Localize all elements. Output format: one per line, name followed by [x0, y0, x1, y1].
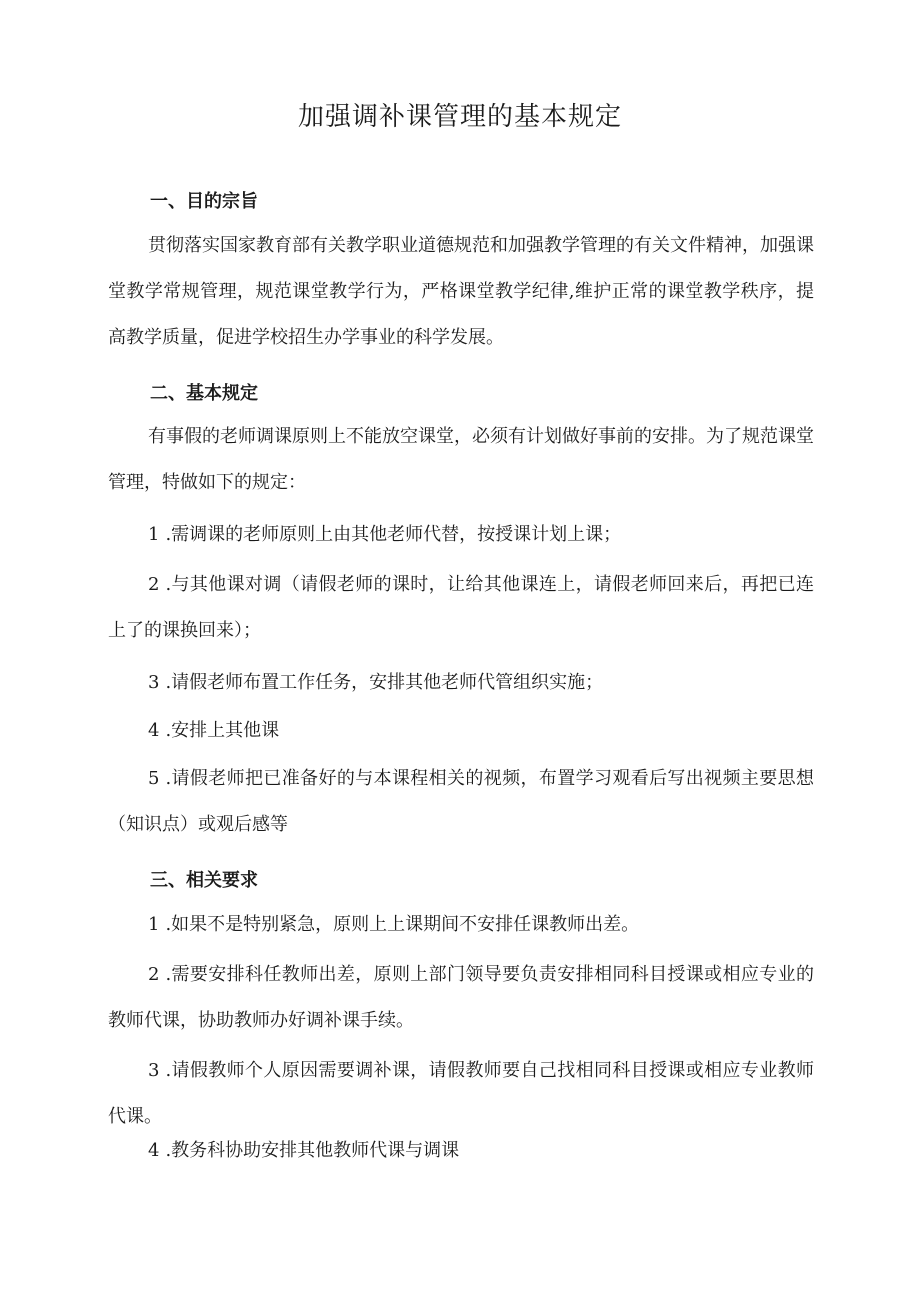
- list-item: [108, 756, 814, 848]
- list-item-text: .请假教师个人原因需要调补课，请假教师要自己找相同科目授课或相应专业教师代课。: [108, 1060, 814, 1127]
- list-item: [108, 562, 814, 654]
- list-item-text: .安排上其他课: [165, 720, 280, 741]
- list-item: [108, 902, 814, 948]
- list-item-number: 5: [148, 768, 160, 789]
- list-item-text: .如果不是特别紧急，原则上上课期间不安排任课教师出差。: [165, 914, 640, 935]
- list-item-number: 4: [148, 720, 160, 741]
- list-item-text: .与其他课对调（请假老师的课时，让给其他课连上，请假老师回来后，再把已连上了的课换回来）；: [108, 574, 814, 641]
- list-item-text: .需调课的老师原则上由其他老师代替，按授课计划上课；: [165, 524, 622, 545]
- list-item-number: 4: [148, 1140, 160, 1161]
- document-title: 加强调补课管理的基本规定: [297, 102, 622, 132]
- list-item-number: 1: [148, 524, 160, 545]
- list-item-number: 1: [148, 914, 160, 935]
- list-item-text: .请假老师布置工作任务，安排其他老师代管组织实施；: [165, 672, 604, 693]
- list-item: [108, 660, 814, 706]
- list-item: [108, 1048, 814, 1140]
- list-item-number: 2: [148, 574, 160, 595]
- section-heading-requirements: 三、相关要求: [150, 870, 258, 891]
- list-item: [108, 512, 814, 558]
- section-paragraph-purpose: 贯彻落实国家教育部有关教学职业道德规范和加强教学管理的有关文件精神，加强课堂教学常规管理，规范课堂教学行为，严格课堂教学纪律,维护正常的课堂教学秩序，提高教学质量，促进学校招生办学事业的科学发展。: [108, 235, 814, 348]
- list-item-text: .教务科协助安排其他教师代课与调课: [165, 1140, 460, 1161]
- list-item-number: 3: [148, 1060, 160, 1081]
- list-item: [108, 952, 814, 1044]
- section-paragraph-rules: 有事假的老师调课原则上不能放空课堂，必须有计划做好事前的安排。为了规范课堂管理，特做如下的规定：: [108, 426, 814, 493]
- list-item-text: .请假老师把已准备好的与本课程相关的视频，布置学习观看后写出视频主要思想（知识点）或观后感等: [108, 768, 814, 835]
- list-item: [108, 708, 814, 754]
- section-heading-rules: 二、基本规定: [150, 383, 258, 404]
- list-item-text: .需要安排科任教师出差，原则上部门领导要负责安排相同科目授课或相应专业的教师代课，协助教师办好调补课手续。: [108, 964, 814, 1031]
- list-item-number: 2: [148, 964, 160, 985]
- section-heading-purpose: 一、目的宗旨: [150, 191, 258, 212]
- list-item-number: 3: [148, 672, 160, 693]
- list-item: [108, 1128, 814, 1174]
